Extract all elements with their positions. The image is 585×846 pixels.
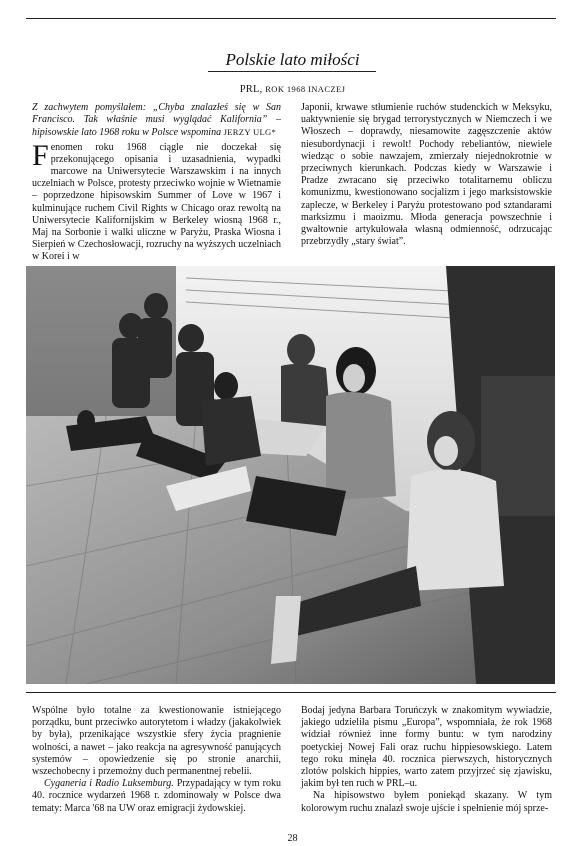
- body-paragraph-3: Wspólne było totalne za kwestionowanie istniejącego porządku, bunt przeciwko autorytetom i władzy (jakakolwiek by była), przenikające wszystkie sfery życia pragnienie wolności, a nawet – jako reakcja na agresywność panujących systemów – opowiedzenie się po stronie anarchii, wszechobecny i przemożny duch permanentnej rebelii.: [32, 705, 281, 778]
- text-column-2: [301, 102, 552, 248]
- article-lead: [32, 102, 281, 140]
- body-paragraph-1-text: enomen roku 1968 ciągle nie doczekał się przekonującego opisania i uzasadnienia, wypadki marcowe na Uniwersytecie Warszawskim i na innych uczelniach w Polsce, protesty przeciwko wojnie w Wietnamie – poprzedzone hipisowskim Summer of Love w 1967 i kulminujące ruchem Civil Rights w Chicago oraz rewoltą na Uniwersytecie Kalifornijskim w Berkeley wiosną 1968 r., Maj na Sorbonie i walki uliczne w Paryżu, Praska Wiosna i Sierpień w Czechosłowacji, rozruchy na wyższych uczelniach w Korei i w: [32, 141, 281, 263]
- text-column-1: [32, 102, 281, 264]
- text-column-4: [301, 705, 552, 815]
- drop-cap: F: [32, 138, 49, 172]
- body-paragraph-6: Na hipisowstwo byłem poniekąd skazany. W tym kolorowym ruchu znalazł swoje ujście i spełnienie mój sprze-: [301, 790, 552, 814]
- section-heading-cyganeria: Cyganeria i Radio Luksemburg.: [44, 778, 174, 790]
- title-underline: [208, 71, 376, 72]
- body-paragraph-1: [32, 138, 281, 264]
- kicker-main: PRL: [239, 84, 260, 95]
- body-paragraph-4-text: Przypadający w tym roku 40. rocznice wydarzeń 1968 r. zdominowały w Polsce dwa tematy: Marca '68 na UW oraz emigracji żydowskiej.: [32, 778, 281, 814]
- body-paragraph-2: Japonii, krwawe stłumienie ruchów studenckich w Meksyku, uaktywnienie się brygad terrorystycznych w Niemczech i we Włoszech – doprawdy, niesamowite zagęszczenie aktów niesubordynacji i rewolt! Pochody rebeliantów, niewiele wiedząc o sobie nawzajem, zmierzały niejednokrotnie w przeciwnych kierunkach. Podczas kiedy w Warszawie i Pradze zwracano się przeciwko totalitarnemu obliczu komunizmu, kwestionowano socjalizm i jego marksistowskie zaplecze, w Berkeley i Paryżu protestowano pod sztandarami marksizmu i maoizmu. Młoda generacja powszechnie i gwałtownie artykułowała własną odmienność, odrzucając przebrzydły „stary świat”.: [301, 102, 552, 248]
- article-kicker: PRL, ROK 1968 INACZEJ: [239, 84, 346, 95]
- page-number: 28: [287, 833, 298, 844]
- photo-bottom-rule: [26, 692, 556, 693]
- hippies-photo-illustration: [26, 266, 555, 684]
- body-paragraph-5: Bodaj jedyna Barbara Toruńczyk w znakomitym wywiadzie, jakiego udzieliła pismu „Europa”, wspomniała, że rok 1968 widział również inne formy buntu: w tym narodziny poetyckiej Nowej Fali oraz ruchu hippiesowskiego. Latem tego roku minęła 40. rocznica pierwszych, historycznych zlotów polskich hippies, warto zatem przyjrzeć się zjawisku, jakim był ten ruch w PRL–u.: [301, 705, 552, 790]
- text-column-3: [32, 705, 281, 815]
- top-rule: [26, 18, 556, 19]
- lead-author: JERZY ULG*: [223, 127, 277, 138]
- body-paragraph-4: [32, 778, 281, 815]
- lead-text: Z zachwytem pomyślałem: „Chyba znalazłeś się w San Francisco. Tak właśnie musi wyglądać Kalifornia” – hipisowskie lato 1968 roku w Polsce wspomina: [32, 102, 281, 139]
- kicker-rest: ROK 1968 INACZEJ: [265, 84, 346, 94]
- article-photo: [26, 266, 555, 684]
- article-title: Polskie lato miłości: [225, 50, 360, 69]
